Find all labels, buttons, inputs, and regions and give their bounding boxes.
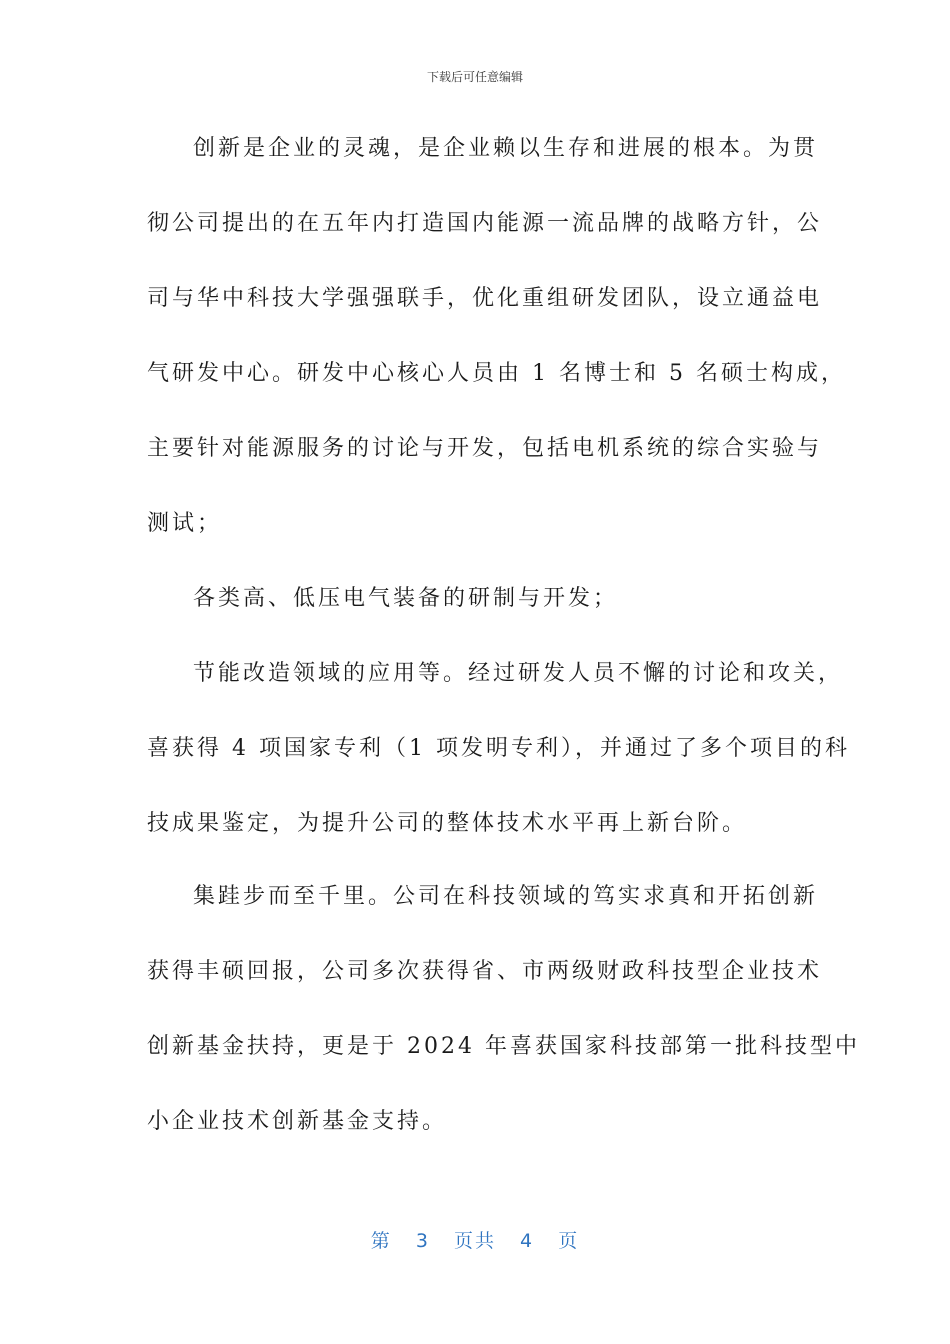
text-line: 创新基金扶持，更是于 2024 年喜获国家科技部第一批科技型中 [147,1034,860,1059]
text-line: 主要针对能源服务的讨论与开发，包括电机系统的综合实验与 [147,436,823,461]
text-line: 司与华中科技大学强强联手，优化重组研发团队，设立通益电 [147,286,823,311]
text-line: 集跬步而至千里。公司在科技领域的笃实求真和开拓创新 [193,884,819,909]
footer-current-page: 3 [415,1230,430,1252]
footer-middle: 页共 [453,1230,496,1252]
header-note: 下载后可任意编辑 [426,70,523,84]
text-line: 小企业技术创新基金支持。 [147,1109,448,1134]
page-number-footer [0,1226,950,1253]
footer-total-pages: 4 [520,1230,535,1252]
text-line: 技成果鉴定，为提升公司的整体技术水平再上新台阶。 [147,811,748,836]
text-line: 气研发中心。研发中心核心人员由 1 名博士和 5 名硕士构成， [147,361,846,386]
footer-suffix: 页 [558,1230,580,1252]
text-line: 创新是企业的灵魂，是企业赖以生存和进展的根本。为贯 [193,136,819,161]
text-line: 节能改造领域的应用等。经过研发人员不懈的讨论和攻关， [193,661,844,686]
text-line: 获得丰硕回报，公司多次获得省、市两级财政科技型企业技术 [147,959,823,984]
text-line: 喜获得 4 项国家专利（1 项发明专利），并通过了多个项目的科 [147,736,850,761]
text-line: 各类高、低压电气装备的研制与开发； [193,586,619,611]
text-line: 彻公司提出的在五年内打造国内能源一流品牌的战略方针，公 [147,211,823,236]
text-line: 测试； [147,511,223,536]
footer-prefix: 第 [370,1230,392,1252]
